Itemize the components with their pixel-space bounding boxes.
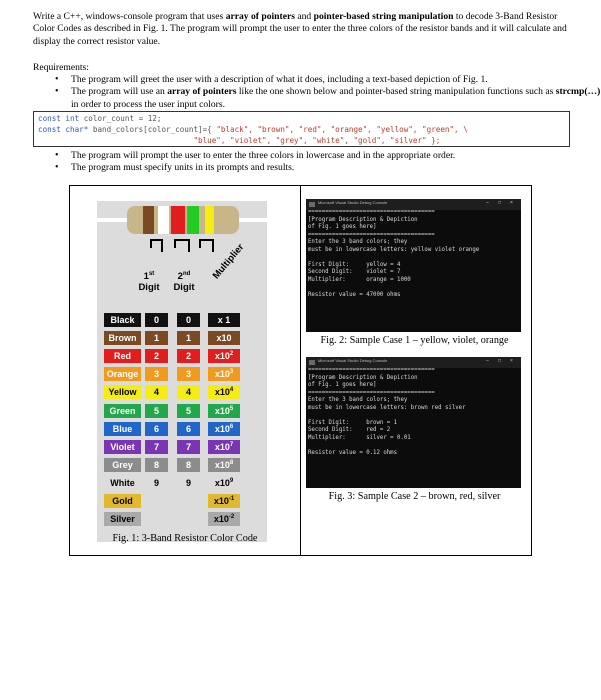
requirement-item [33, 86, 601, 111]
second-digit-value: 6 [177, 422, 200, 436]
color-row-green [104, 404, 264, 420]
second-digit-value: 3 [177, 367, 200, 381]
second-digit-value: 0 [177, 313, 200, 327]
console-title: Microsoft Visual Studio Debug Console [318, 358, 388, 363]
close-icon[interactable]: × [510, 200, 513, 206]
console-line: must be in lowercase letters: yellow violet orange [308, 246, 480, 253]
color-row-gold [104, 494, 264, 510]
multiplier-exponent: 2 [229, 351, 234, 358]
header-digit-number: 1 [143, 271, 149, 282]
second-digit-value: 8 [177, 458, 200, 472]
multiplier-value [208, 494, 240, 508]
console-line: Multiplier: silver = 0.01 [308, 434, 411, 441]
console-output [308, 209, 479, 299]
code-strings: "black", "brown", "red", "orange", "yellow", "green", \ [216, 125, 468, 134]
resistor-band-yellow [205, 206, 214, 234]
requirement-text: The program will prompt the user to enter the three colors in lowercase and in the appropriate order. [71, 150, 456, 161]
bracket-digit2 [175, 240, 189, 252]
console-line: must be in lowercase letters: brown red silver [308, 404, 466, 411]
header-first-digit [135, 271, 163, 293]
requirements-list-top [33, 74, 601, 111]
color-name: Red [104, 349, 141, 363]
second-digit-value [177, 494, 200, 508]
code-keyword: const int [38, 114, 80, 123]
color-row-yellow [104, 385, 264, 401]
intro-text: and [294, 11, 314, 22]
console-line: Multiplier: orange = 1000 [308, 276, 411, 283]
figures-frame [69, 185, 532, 556]
color-row-violet [104, 440, 264, 456]
maximize-icon[interactable]: □ [498, 200, 502, 206]
console-line: ===================================== [308, 231, 435, 238]
console-window-case1 [306, 199, 521, 332]
console-line: Enter the 3 band colors; they [308, 397, 408, 403]
color-name: Green [104, 404, 141, 418]
color-row-black [104, 313, 264, 329]
multiplier-value [208, 313, 240, 327]
second-digit-value: 7 [177, 440, 200, 454]
color-name: Black [104, 313, 141, 327]
first-digit-value: 3 [145, 367, 168, 381]
first-digit-value: 9 [153, 477, 159, 488]
requirement-text: The program will greet the user with a description of what it does, including a text-based depiction of Fig. 1. [71, 74, 488, 85]
multiplier-base: x 1 [217, 315, 231, 325]
second-digit-value: 4 [177, 385, 200, 399]
color-row-blue [104, 422, 264, 438]
color-name: Brown [104, 331, 141, 345]
multiplier-value [208, 331, 240, 345]
code-text: color_count = 12; [79, 114, 162, 123]
resistor-lead-right [239, 218, 267, 222]
console-title: Microsoft Visual Studio Debug Console [318, 200, 388, 205]
color-name: White [110, 477, 135, 488]
first-digit-value [145, 494, 168, 508]
header-superscript: st [148, 270, 155, 277]
first-digit-value: 7 [145, 440, 168, 454]
intro-bold-pointer-string: pointer-based string manipulation [313, 11, 454, 22]
second-digit-value [177, 512, 200, 526]
color-name: Gold [104, 494, 141, 508]
intro-paragraph [33, 11, 568, 48]
multiplier-value [208, 404, 240, 418]
resistor-lead-left [97, 218, 127, 222]
header-digit-word: Digit [138, 282, 160, 293]
requirement-bold: array of pointers [167, 86, 237, 98]
resistor-band-brown [143, 206, 154, 234]
color-name: Blue [104, 422, 141, 436]
requirements-heading: Requirements: [33, 62, 89, 73]
color-row-grey [104, 458, 264, 474]
header-digit-word: Digit [173, 282, 195, 293]
multiplier-exponent: 7 [229, 441, 234, 448]
console-line: First Digit: yellow = 4 [308, 261, 401, 268]
multiplier-base: x10 [214, 441, 230, 452]
color-name: Silver [104, 512, 141, 526]
bracket-multiplier [200, 240, 213, 252]
first-digit-value [145, 512, 168, 526]
multiplier-base: x10 [214, 351, 230, 362]
header-superscript: nd [182, 270, 191, 277]
console-app-icon [309, 202, 315, 207]
color-row-orange [104, 367, 264, 383]
intro-text: to decode 3-Band Resistor Color Codes as described in Fig. 1. The program will prompt the user to enter the three colors of the resistor bands and it will calculate and display the correct resistor value. [33, 11, 567, 47]
multiplier-base: x10 [213, 514, 229, 525]
resistor-band-green [187, 206, 199, 234]
first-digit-value: 1 [145, 331, 168, 345]
multiplier-value [208, 476, 240, 490]
console-line: First Digit: brown = 1 [308, 419, 398, 426]
color-row-red [104, 349, 264, 365]
fig1-caption: Fig. 1: 3-Band Resistor Color Code [112, 533, 258, 544]
first-digit-value: 4 [145, 385, 168, 399]
multiplier-base: x10 [214, 423, 230, 434]
requirement-bold: strcmp(…) [555, 86, 601, 98]
maximize-icon[interactable]: □ [498, 358, 502, 364]
multiplier-exponent: 8 [229, 459, 234, 466]
color-name: Grey [104, 458, 141, 472]
console-line: Resistor value = 47000 ohms [308, 291, 401, 298]
header-second-digit [170, 271, 198, 293]
resistor-band-red [171, 206, 185, 234]
requirement-item [33, 74, 601, 86]
multiplier-value [208, 440, 240, 454]
color-name: Yellow [104, 385, 141, 399]
requirement-text: in order to process the user input colors. [71, 98, 225, 110]
intro-text: Write a C++, windows-console program that uses [33, 11, 226, 22]
console-line: of Fig. 1 goes here] [308, 382, 377, 388]
fig3-caption: Fig. 3: Sample Case 2 – brown, red, silver [328, 491, 501, 502]
multiplier-base: x10 [214, 459, 230, 470]
multiplier-value [208, 349, 240, 363]
minimize-icon[interactable]: – [486, 200, 489, 206]
multiplier-base: x10 [216, 333, 232, 344]
first-digit-value: 8 [145, 458, 168, 472]
code-text: band_colors[color_count]={ [88, 125, 217, 134]
console-app-icon [309, 360, 315, 365]
fig2-caption: Fig. 2: Sample Case 1 – yellow, violet, orange [320, 335, 509, 346]
bracket-digit1 [151, 240, 162, 252]
intro-bold-array-of-pointers: array of pointers [225, 11, 295, 22]
requirement-item [33, 162, 455, 174]
console-line: Enter the 3 band colors; they [308, 239, 408, 245]
requirement-item [33, 150, 455, 162]
multiplier-exponent: 3 [229, 369, 234, 376]
multiplier-exponent: 9 [229, 477, 234, 484]
resistor-band-white [158, 206, 169, 234]
header-multiplier: Multiplier [210, 241, 247, 282]
first-digit-value: 0 [145, 313, 168, 327]
console-line: Second Digit: red = 2 [308, 427, 391, 433]
multiplier-exponent: -1 [228, 496, 235, 502]
multiplier-exponent: -2 [228, 514, 235, 521]
multiplier-value [208, 512, 240, 526]
multiplier-base: x10 [214, 405, 230, 416]
color-name: Orange [104, 367, 141, 381]
header-digit-number: 2 [177, 271, 183, 282]
second-digit-value: 2 [177, 349, 200, 363]
requirement-text: The program will use an [71, 86, 168, 98]
requirement-text: like the one shown below and pointer-based string manipulation functions such as [236, 86, 556, 98]
color-row-silver [104, 512, 264, 528]
console-line: Resistor value = 0.12 ohms [308, 449, 398, 456]
code-keyword: const char* [38, 125, 89, 134]
multiplier-exponent: 4 [229, 387, 234, 394]
console-line: ===================================== [308, 367, 435, 373]
requirement-text: The program must specify units in its prompts and results. [71, 162, 295, 174]
color-row-white [104, 476, 264, 492]
first-digit-value: 2 [145, 349, 168, 363]
code-snippet [33, 111, 570, 147]
multiplier-base: x10 [213, 496, 229, 506]
console-line: [Program Description & Depiction [308, 216, 418, 223]
first-digit-value: 5 [145, 404, 168, 418]
color-name: Violet [104, 440, 141, 454]
code-strings: "blue", "violet", "grey", "white", "gold", "silver" }; [38, 136, 441, 145]
color-row-brown [104, 331, 264, 347]
console-line: ===================================== [308, 389, 435, 396]
multiplier-exponent: 5 [229, 405, 234, 412]
minimize-icon[interactable]: – [486, 358, 489, 364]
console-line: ===================================== [308, 209, 435, 215]
second-digit-value: 9 [185, 477, 191, 488]
multiplier-value [208, 367, 240, 381]
multiplier-exponent: 6 [229, 423, 234, 430]
requirements-list-bottom [33, 150, 455, 175]
resistor-color-chart [97, 201, 267, 542]
second-digit-value: 1 [177, 331, 200, 345]
console-line: [Program Description & Depiction [308, 374, 418, 381]
multiplier-value [208, 422, 240, 436]
multiplier-value [208, 385, 240, 399]
multiplier-base: x10 [214, 387, 230, 398]
console-output [308, 367, 466, 457]
second-digit-value: 5 [177, 404, 200, 418]
first-digit-value: 6 [145, 422, 168, 436]
multiplier-base: x10 [214, 477, 230, 488]
console-window-case2 [306, 357, 521, 488]
console-line: Second Digit: violet = 7 [308, 269, 401, 275]
frame-divider [300, 186, 301, 555]
console-line: of Fig. 1 goes here] [308, 224, 377, 230]
close-icon[interactable]: × [510, 358, 513, 364]
multiplier-base: x10 [214, 369, 230, 380]
multiplier-value [208, 458, 240, 472]
